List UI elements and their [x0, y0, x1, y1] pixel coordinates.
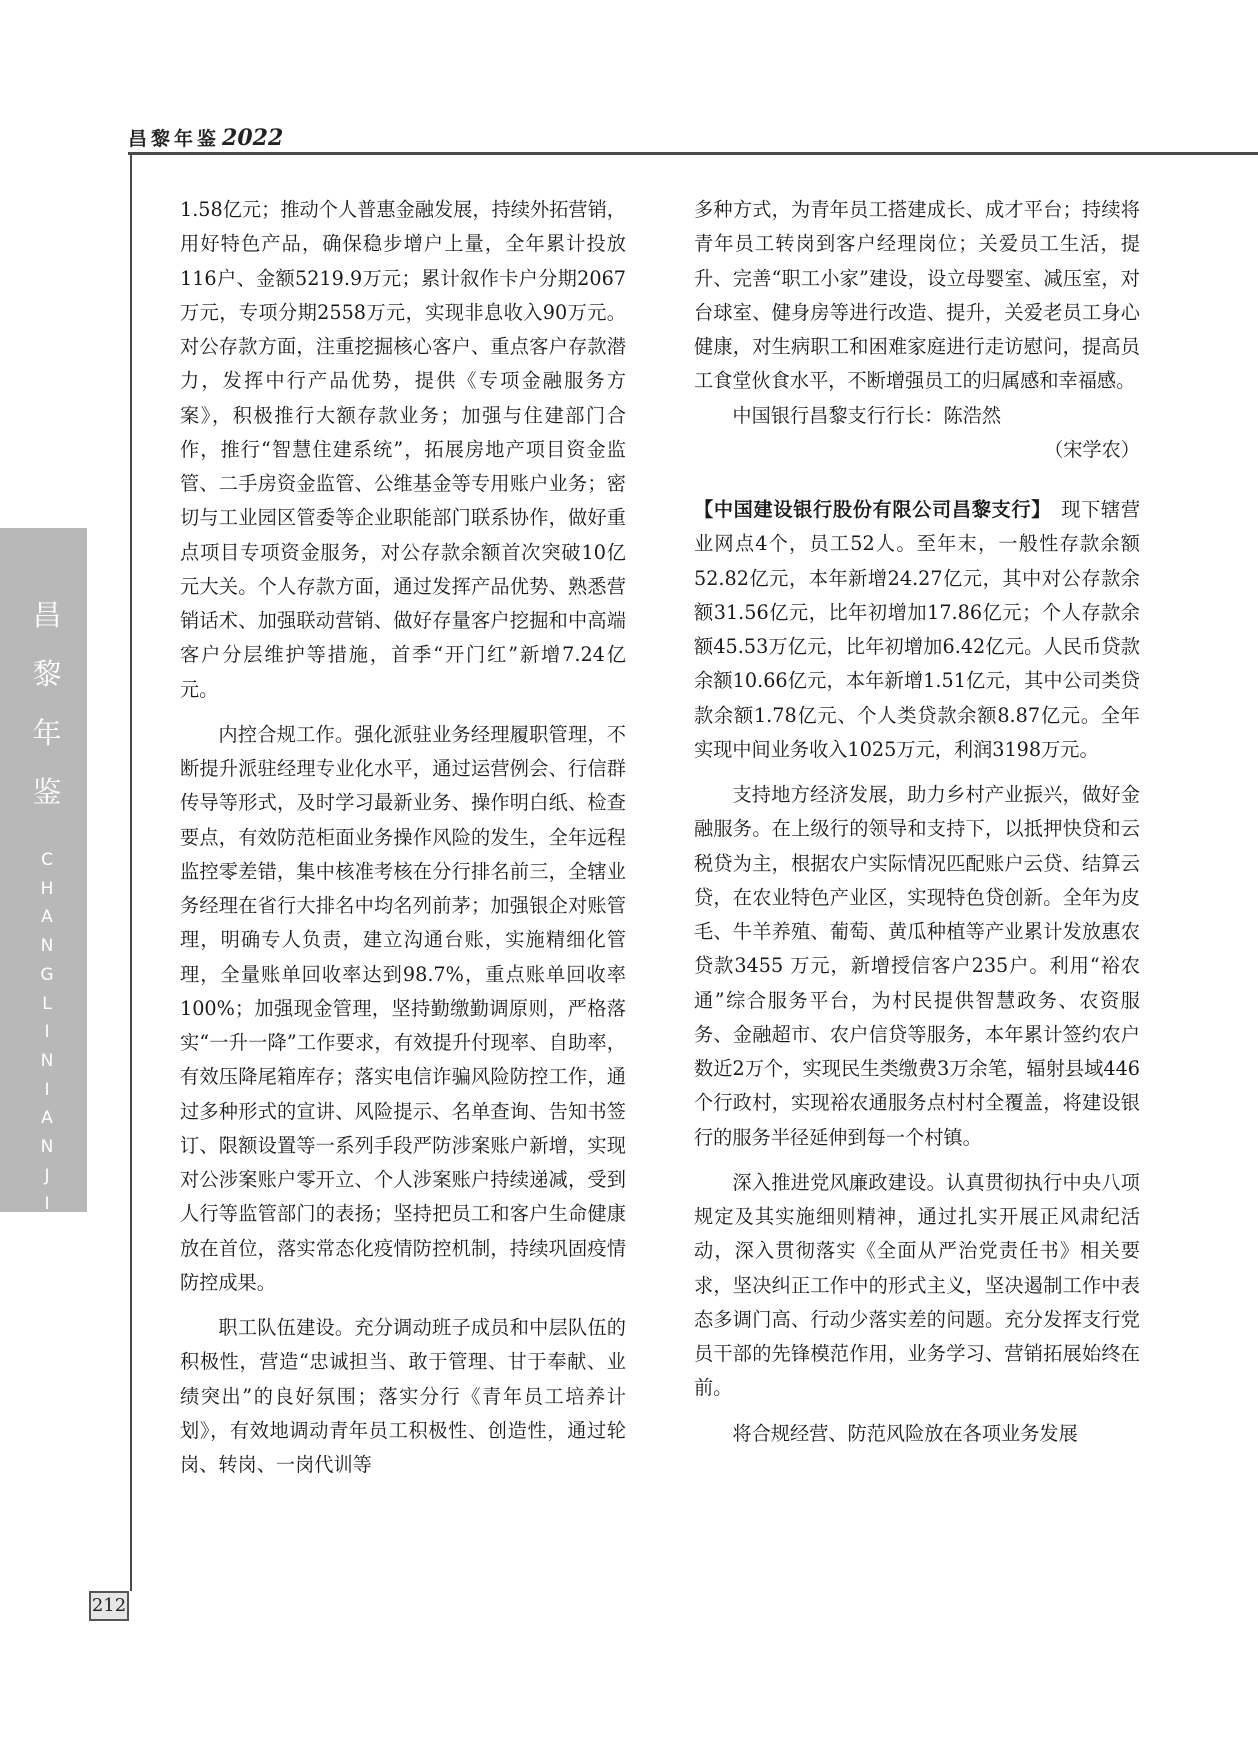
side-letter: N [40, 1137, 54, 1158]
side-letter: N [40, 936, 54, 957]
running-head [128, 124, 283, 151]
paragraph-rural-support: 支持地方经济发展，助力乡村产业振兴，做好金融服务。在上级行的领导和支持下，以抵押快贷和云税贷为主，根据农户实际情况匹配账户云贷、结算云贷，在农业特色产业区，实现特色贷创新。全年为皮毛、牛羊养殖、葡萄、黄瓜种植等产业累计发放惠农贷款3455 万元，新增授信客户235户。利用“裕农通”综合服务平台，为村民提供智慧政务、农资服务、金融超市、农户信贷等服务，本年累计签约农户数近2万个，实现民生类缴费3万余笔，辐射县域446个行政村，实现裕农通服务点村村全覆盖，将建设银行的服务半径延伸到每一个村镇。 [694, 783, 1140, 1149]
side-letter: A [41, 1108, 53, 1129]
yearbook-title: 昌黎年鉴 [128, 128, 221, 150]
paragraph-compliance: 将合规经营、防范风险放在各项业务发展 [732, 1421, 1078, 1445]
side-letter: C [41, 850, 53, 870]
yearbook-year: 2022 [222, 125, 284, 151]
side-letter: J [44, 1165, 50, 1186]
paragraph-ccb-overview [694, 493, 1140, 767]
paragraph-party-building: 深入推进党风廉政建设。认真贯彻执行中央八项规定及其实施细则精神，通过扎实开展正风肃纪活动，深入贯彻落实《全面从严治党责任书》相关要求，坚决纠正工作中的形式主义，坚决遏制工作中表态多调门高、行动少落实差的问题。充分发挥支行党员干部的先锋模范作用，业务学习、营销拓展始终在前。 [694, 1170, 1140, 1400]
right-column [694, 193, 1140, 1451]
side-letter: I [44, 1022, 50, 1043]
side-tab-chinese [32, 586, 62, 822]
paragraph-staff-building: 职工队伍建设。充分调动班子成员和中层队伍的积极性，营造“忠诚担当、敢于管理、甘于奉献、业绩突出”的良好氛围；落实分行《青年员工培养计划》，有效地调动青年员工积极性、创造性，通过轮岗、转岗、一岗代训等 [180, 1316, 626, 1476]
side-letter: A [41, 907, 53, 928]
author-byline: （宋学农） [1044, 437, 1140, 461]
page-number: 212 [89, 1591, 129, 1621]
side-char: 鉴 [32, 775, 62, 809]
entry-title: 【中国建设银行股份有限公司昌黎支行】 [694, 498, 1042, 521]
side-tab-pinyin [36, 846, 58, 1277]
side-letter: I [44, 1079, 50, 1100]
side-letter: G [40, 964, 54, 985]
entry-body: 现下辖营业网点4个，员工52人。至年末，一般性存款余额52.82亿元，本年新增24.27亿元，其中对公存款余额31.56亿元，比年初增加17.86亿元；个人存款余额45.53万亿元，比年初增加6.42亿元。人民币贷款余额10.66亿元，本年新增1.51亿元，其中公司类贷款余额1.78亿元、个人类贷款余额8.87亿元。全年实现中间业务收入1025万元，利润3198万元。 [694, 498, 1141, 761]
side-letter: I [44, 1194, 50, 1215]
side-letter: H [40, 878, 54, 899]
side-letter: N [40, 1251, 54, 1272]
side-char: 年 [32, 716, 62, 750]
side-letter: N [40, 1050, 54, 1071]
header-rule [128, 152, 1258, 155]
leader-line: 中国银行昌黎支行行长：陈浩然 [732, 403, 1002, 427]
paragraph-internal-control: 内控合规工作。强化派驻业务经理履职管理，不断提升派驻经理专业化水平，通过运营例会、行信群传导等形式，及时学习最新业务、操作明白纸、检查要点，有效防范柜面业务操作风险的发生，全年远程监控零差错，集中核准考核在分行排名前三，全辖业务经理在省行大排名中均名列前茅；加强银企对账管理，明确专人负责，建立沟通台账，实施精细化管理，全量账单回收率达到98.7%，重点账单回收率100%；加强现金管理，坚持勤缴勤调原则，严格落实“一升一降”工作要求，有效提升付现率、自助率，有效压降尾箱库存；落实电信诈骗风险防控工作，通过多种形式的宣讲、风险提示、名单查询、告知书签订、限额设置等一系列手段严防涉案账户新增，实现对公涉案账户零开立、个人涉案账户持续递减，受到人行等监管部门的表扬；坚持把员工和客户生命健康放在首位，落实常态化疫情防控机制，持续巩固疫情防控成果。 [180, 722, 626, 1294]
side-letter: A [41, 1223, 53, 1244]
side-char: 黎 [32, 657, 62, 691]
left-margin-rule [130, 152, 132, 1591]
paragraph-staff-care: 多种方式，为青年员工搭建成长、成才平台；持续将青年员工转岗到客户经理岗位；关爱员工生活，提升、完善“职工小家”建设，设立母婴室、减压室，对台球室、健身房等进行改造、提升，关爱老员工身心健康，对生病职工和困难家庭进行走访慰问，提高员工食堂伙食水平，不断增强员工的归属感和幸福感。 [694, 198, 1140, 393]
side-char: 昌 [32, 598, 62, 632]
paragraph-deposits: 1.58亿元；推动个人普惠金融发展，持续外拓营销，用好特色产品，确保稳步增户上量，全年累计投放116户、金额5219.9万元；累计叙作卡户分期2067万元，专项分期2558万元，实现非息收入90万元。对公存款方面，注重挖掘核心客户、重点客户存款潜力，发挥中行产品优势，提供《专项金融服务方案》，积极推行大额存款业务；加强与住建部门合作，推行“智慧住建系统”，拓展房地产项目资金监管、二手房资金监管、公维基金等专用账户业务；密切与工业园区管委等企业职能部门联系协作，做好重点项目专项资金服务，对公存款余额首次突破10亿元大关。个人存款方面，通过发挥产品优势、熟悉营销话术、加强联动营销、做好存量客户挖掘和中高端客户分层维护等措施，首季“开门红”新增7.24亿元。 [180, 198, 626, 701]
left-column [180, 193, 626, 1482]
side-letter: L [42, 993, 52, 1014]
